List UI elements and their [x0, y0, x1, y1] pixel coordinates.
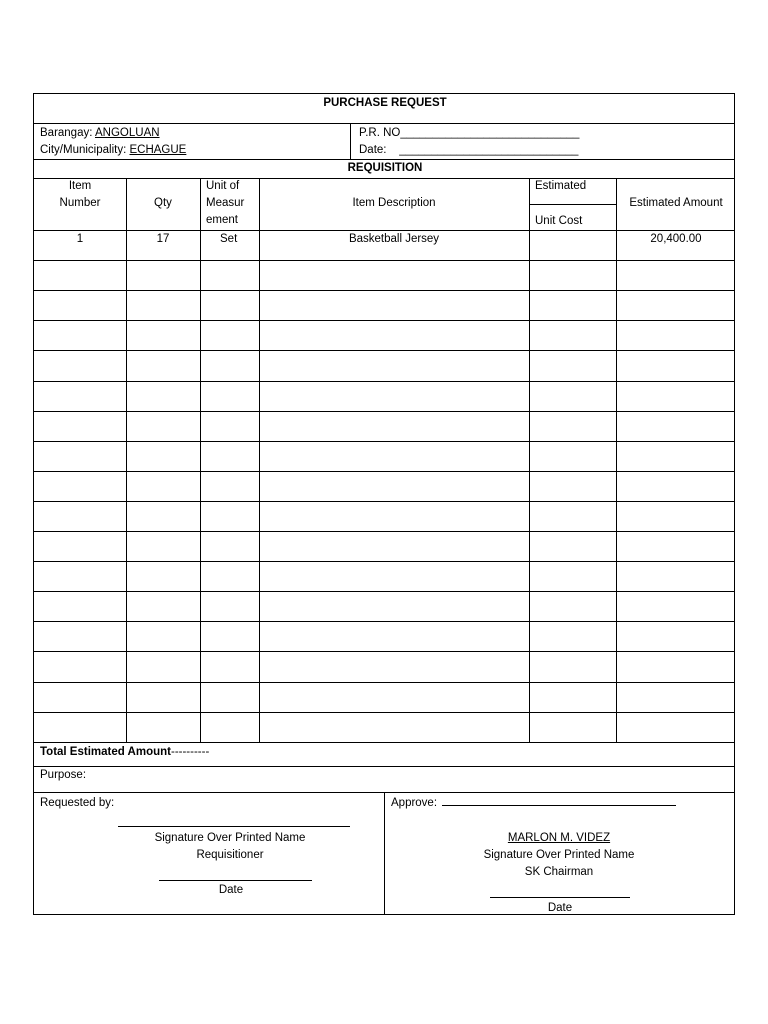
requested-by-label: Requested by: — [40, 797, 115, 809]
barangay-label: Barangay: — [40, 127, 93, 139]
divider — [34, 123, 734, 124]
table-row-separator — [34, 501, 734, 502]
header-unit-cost-line2: Unit Cost — [535, 215, 583, 227]
row1-unit: Set — [220, 233, 238, 245]
table-column-line — [126, 178, 127, 742]
table-row-separator — [34, 591, 734, 592]
table-row-separator — [34, 471, 734, 472]
divider — [34, 178, 734, 179]
pr-no-blank: ____________________________ — [400, 127, 580, 139]
header-unit-line3: ement — [206, 214, 238, 226]
table-row-separator — [34, 441, 734, 442]
row1-qty: 17 — [156, 233, 170, 245]
approver-name: MARLON M. VIDEZ — [507, 832, 611, 844]
table-row-separator — [34, 561, 734, 562]
requisitioner-role: Requisitioner — [196, 849, 264, 861]
row1-item-number: 1 — [76, 233, 84, 245]
requisitioner-date-line — [159, 880, 312, 881]
approver-signature-line — [442, 805, 676, 806]
header-unit-cost-line1: Estimated — [535, 180, 587, 192]
divider — [34, 766, 734, 767]
header-unit-line1: Unit of — [206, 180, 240, 192]
date-field — [359, 142, 578, 159]
city-value: ECHAGUE — [129, 144, 187, 156]
table-row-separator — [34, 621, 734, 622]
requisitioner-signature-caption: Signature Over Printed Name — [154, 832, 306, 844]
row1-amount: 20,400.00 — [650, 233, 702, 245]
header-description: Item Description — [352, 197, 436, 209]
city-field — [40, 142, 186, 159]
table-column-line — [259, 178, 260, 742]
barangay-value: ANGOLUAN — [95, 127, 160, 139]
city-label: City/Municipality: — [40, 144, 127, 156]
table-row-separator — [34, 350, 734, 351]
form-title: PURCHASE REQUEST — [323, 97, 447, 109]
barangay-field — [40, 125, 160, 142]
date-blank: ____________________________ — [399, 144, 579, 156]
approver-date-label: Date — [547, 902, 573, 914]
table-row-separator — [34, 260, 734, 261]
total-estimated-amount — [40, 744, 209, 761]
total-dashes: ---------- — [170, 746, 210, 758]
header-amount: Estimated Amount — [629, 197, 723, 209]
row1-description: Basketball Jersey — [348, 233, 440, 245]
table-row-separator — [34, 712, 734, 713]
requisition-heading: REQUISITION — [347, 162, 423, 174]
approve-label: Approve: — [391, 797, 438, 809]
table-row-separator — [34, 682, 734, 683]
table-row-separator — [34, 290, 734, 291]
table-row-separator — [34, 742, 734, 743]
table-row-separator — [34, 411, 734, 412]
approver-role: SK Chairman — [524, 866, 594, 878]
header-item-number-line2: Number — [59, 197, 101, 209]
divider — [530, 204, 616, 205]
pr-no-field — [359, 125, 579, 142]
purchase-request-form — [33, 93, 735, 915]
approver-date-line — [490, 897, 630, 898]
table-row-separator — [34, 651, 734, 652]
date-label: Date: — [359, 144, 387, 156]
table-column-line — [200, 178, 201, 742]
table-row-separator — [34, 381, 734, 382]
divider — [384, 792, 385, 914]
table-column-line — [616, 178, 617, 742]
pr-no-label: P.R. NO — [359, 127, 401, 139]
header-qty: Qty — [154, 197, 172, 209]
requisitioner-date-label: Date — [218, 884, 244, 896]
table-column-line — [529, 178, 530, 742]
divider — [350, 123, 351, 159]
approver-signature-caption: Signature Over Printed Name — [483, 849, 635, 861]
header-item-number-line1: Item — [68, 180, 92, 192]
header-unit-line2: Measur — [206, 197, 245, 209]
requisitioner-signature-line — [118, 826, 350, 827]
purpose-label: Purpose: — [40, 769, 87, 781]
table-row-separator — [34, 531, 734, 532]
table-row-separator — [34, 320, 734, 321]
total-label: Total Estimated Amount — [40, 746, 171, 758]
